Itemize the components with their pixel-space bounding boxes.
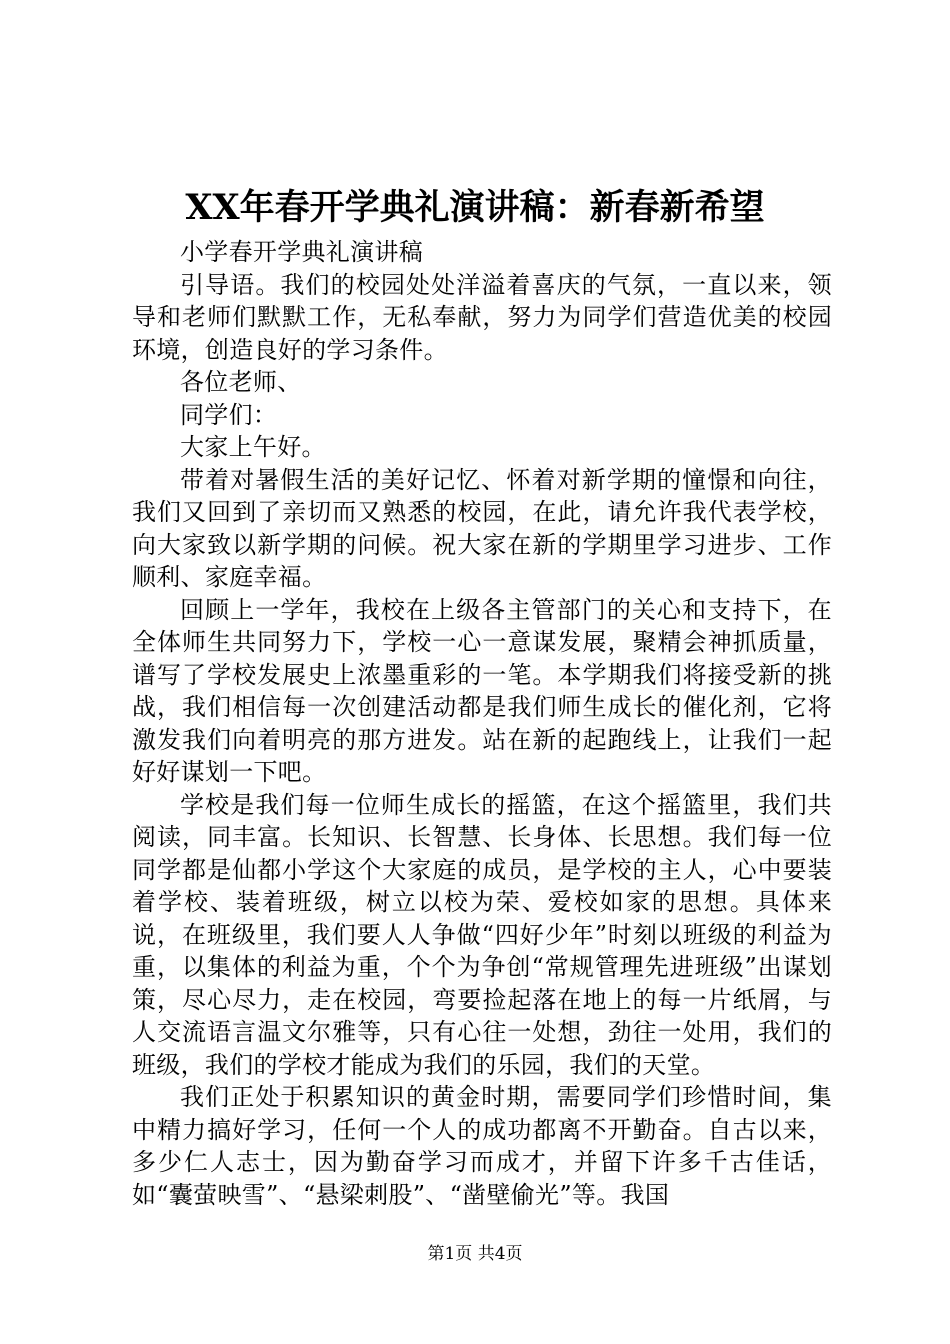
paragraph: 小学春开学典礼演讲稿 [180, 238, 423, 266]
paragraph: 各位老师、 [180, 368, 302, 396]
paragraph: 大家上午好。 [180, 433, 326, 461]
document-title: XX年春开学典礼演讲稿：新春新希望 [185, 187, 765, 228]
paragraph: 学校是我们每一位师生成长的摇篮，在这个摇篮里，我们共阅读，同丰富。长知识、长智慧、长身体、长思想。我们每一位同学都是仙都小学这个大家庭的成员，是学校的主人，心中要装着学校、装着班级，树立以校为荣、爱校如家的思想。具体来说，在班级里，我们要人人争做“四好少年”时刻以班级的利益为重，以集体的利益为重，个个为争创“常规管理先进班级”出谋划策，尽心尽力，走在校园，弯要捡起落在地上的每一片纸屑，与人交流语言温文尔雅等，只有心往一处想，劲往一处用，我们的班级，我们的学校才能成为我们的乐园，我们的天堂。 [132, 790, 832, 1079]
paragraph: 回顾上一学年，我校在上级各主管部门的关心和支持下，在全体师生共同努力下，学校一心一意谋发展，聚精会神抓质量，谱写了学校发展史上浓墨重彩的一笔。本学期我们将接受新的挑战，我们相信每一次创建活动都是我们师生成长的催化剂，它将激发我们向着明亮的那方进发。站在新的起跑线上，让我们一起好好谋划一下吧。 [132, 595, 832, 786]
paragraph: 同学们： [180, 400, 278, 429]
page-number-footer: 第1页 共4页 [427, 1244, 523, 1264]
paragraph: 我们正处于积累知识的黄金时期，需要同学们珍惜时间，集中精力搞好学习，任何一个人的成功都离不开勤奋。自古以来，多少仁人志士，因为勤奋学习而成才，并留下许多千古佳话，如“囊萤映雪”、“悬梁刺股”、“凿壁偷光”等。我国 [132, 1083, 832, 1209]
document-body [132, 236, 832, 1211]
paragraph: 带着对暑假生活的美好记忆、怀着对新学期的憧憬和向往，我们又回到了亲切而又熟悉的校园，在此，请允许我代表学校，向大家致以新学期的问候。祝大家在新的学期里学习进步、工作顺利、家庭幸福。 [132, 465, 832, 591]
paragraph: 引导语。我们的校园处处洋溢着喜庆的气氛，一直以来，领导和老师们默默工作，无私奉献，努力为同学们营造优美的校园环境，创造良好的学习条件。 [132, 270, 832, 364]
